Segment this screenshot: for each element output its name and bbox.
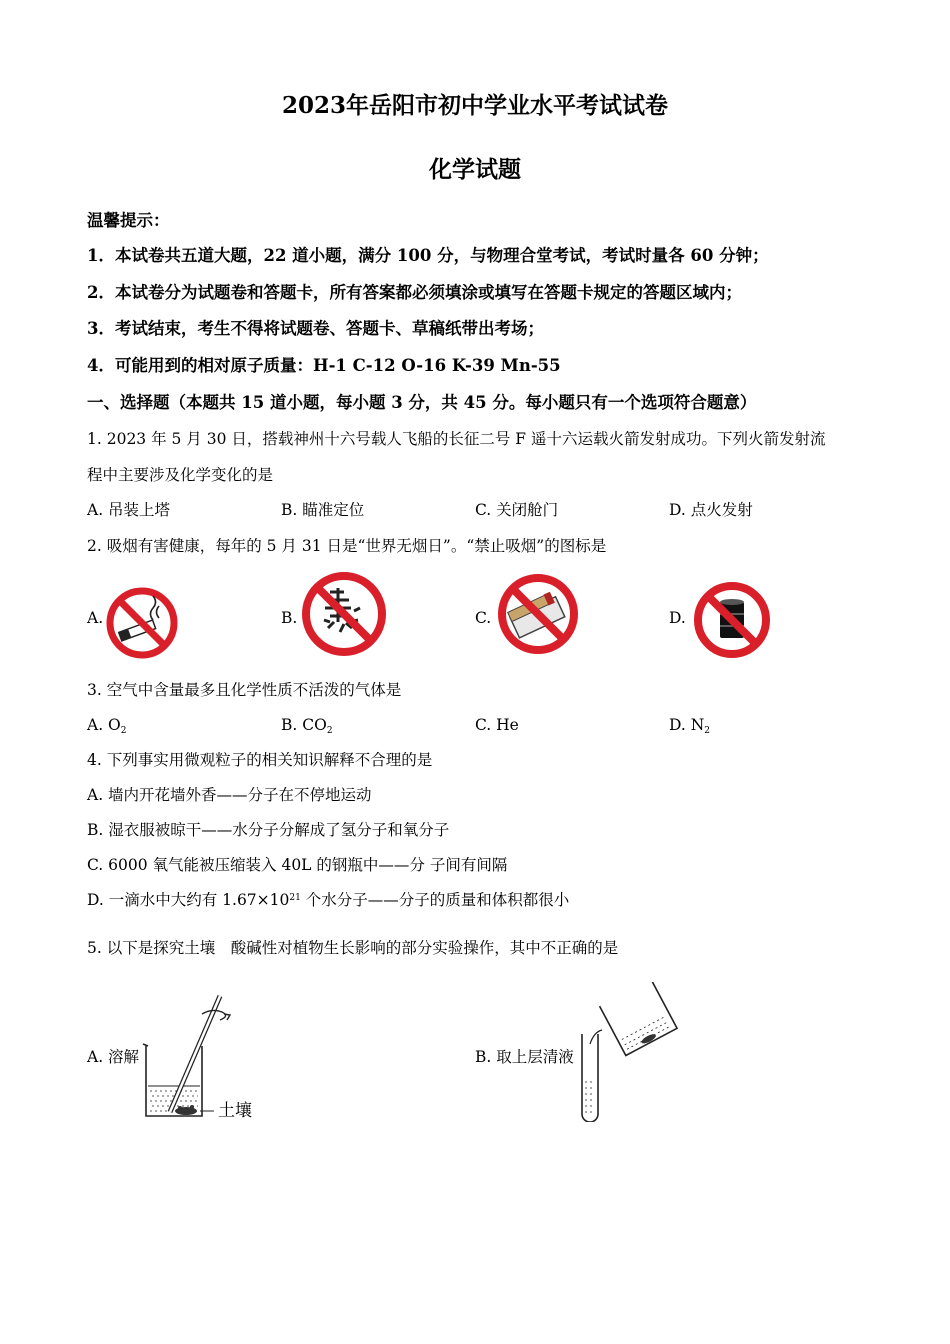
question-2-stem: 2. 吸烟有害健康，每年的 5 月 31 日是“世界无烟日”。“禁止吸烟”的图标是 [87, 537, 607, 555]
q2-option-c-label: C. [475, 609, 492, 627]
q1-option-d: D. 点火发射 [669, 501, 753, 519]
q2-option-d-label: D. [669, 609, 686, 627]
no-matches-icon [496, 572, 580, 656]
q3-option-d: D. $N_2$ [669, 716, 711, 736]
question-4-stem: 4. 下列事实用微观粒子的相关知识解释不合理的是 [87, 751, 433, 769]
tip-item: 4．可能用到的相对原子质量：H-1 C-12 O-16 K-39 Mn-55 [87, 356, 561, 375]
section-heading: 一、选择题（本题共 15 道小题，每小题 3 分，共 45 分。每小题只有一个选项符合题意） [87, 393, 757, 412]
q4-option-c: C. 6000 氧气能被压缩装入 40L 的钢瓶中——分 子间有间隔 [87, 856, 508, 874]
question-1-stem: 1. 2023 年 5 月 30 日，搭载神州十六号载人飞船的长征二号 F 遥十六运载火箭发射成功。下列火箭发射流 [87, 430, 826, 448]
q4-option-a: A. 墙内开花墙外香——分子在不停地运动 [87, 786, 372, 804]
q1-option-a: A. 吊装上塔 [87, 501, 171, 519]
no-smoking-icon [105, 586, 179, 660]
no-fireworks-icon [300, 570, 388, 658]
question-1-stem-cont: 程中主要涉及化学变化的是 [87, 466, 274, 484]
q3-option-c: C. He [475, 716, 519, 734]
decanting-diagram [572, 982, 692, 1122]
q2-option-b-label: B. [281, 609, 298, 627]
question-3-stem: 3. 空气中含量最多且化学性质不活泼的气体是 [87, 681, 402, 699]
soil-label: 土壤 [218, 1101, 252, 1121]
subject-title: 化学试题 [429, 156, 521, 183]
tip-item: 1．本试卷共五道大题，22 道小题，满分 100 分，与物理合堂考试，考试时量各 60 分钟； [87, 246, 769, 265]
no-oil-drum-icon [692, 580, 772, 660]
q3-option-b: B. $CO_2$ [281, 716, 333, 736]
question-5-stem: 5. 以下是探究土壤 酸碱性对植物生长影响的部分实验操作，其中不正确的是 [87, 939, 619, 957]
tips-heading: 温馨提示： [87, 211, 170, 230]
tip-item: 2．本试卷分为试题卷和答题卡，所有答案都必须填涂或填写在答题卡规定的答题区域内； [87, 283, 742, 302]
q2-option-a-label: A. [87, 609, 104, 627]
exam-title: 2023年岳阳市初中学业水平考试试卷 [281, 92, 668, 119]
q1-option-b: B. 瞄准定位 [281, 501, 365, 519]
q4-option-d: D. 一滴水中大约有 $1.67\times 10^{21}$ 个水分子——分子的质量和体积都很小 [87, 891, 570, 909]
q4-option-b: B. 湿衣服被晾干——水分子分解成了氢分子和氧分子 [87, 821, 450, 839]
q5-option-b-label: B. 取上层清液 [475, 1048, 574, 1066]
tip-item: 3．考试结束，考生不得将试题卷、答题卡、草稿纸带出考场； [87, 319, 544, 338]
q5-option-a-label: A. 溶解 [87, 1048, 140, 1066]
q1-option-c: C. 关闭舱门 [475, 501, 559, 519]
q3-option-a: A. $O_2$ [87, 716, 127, 736]
